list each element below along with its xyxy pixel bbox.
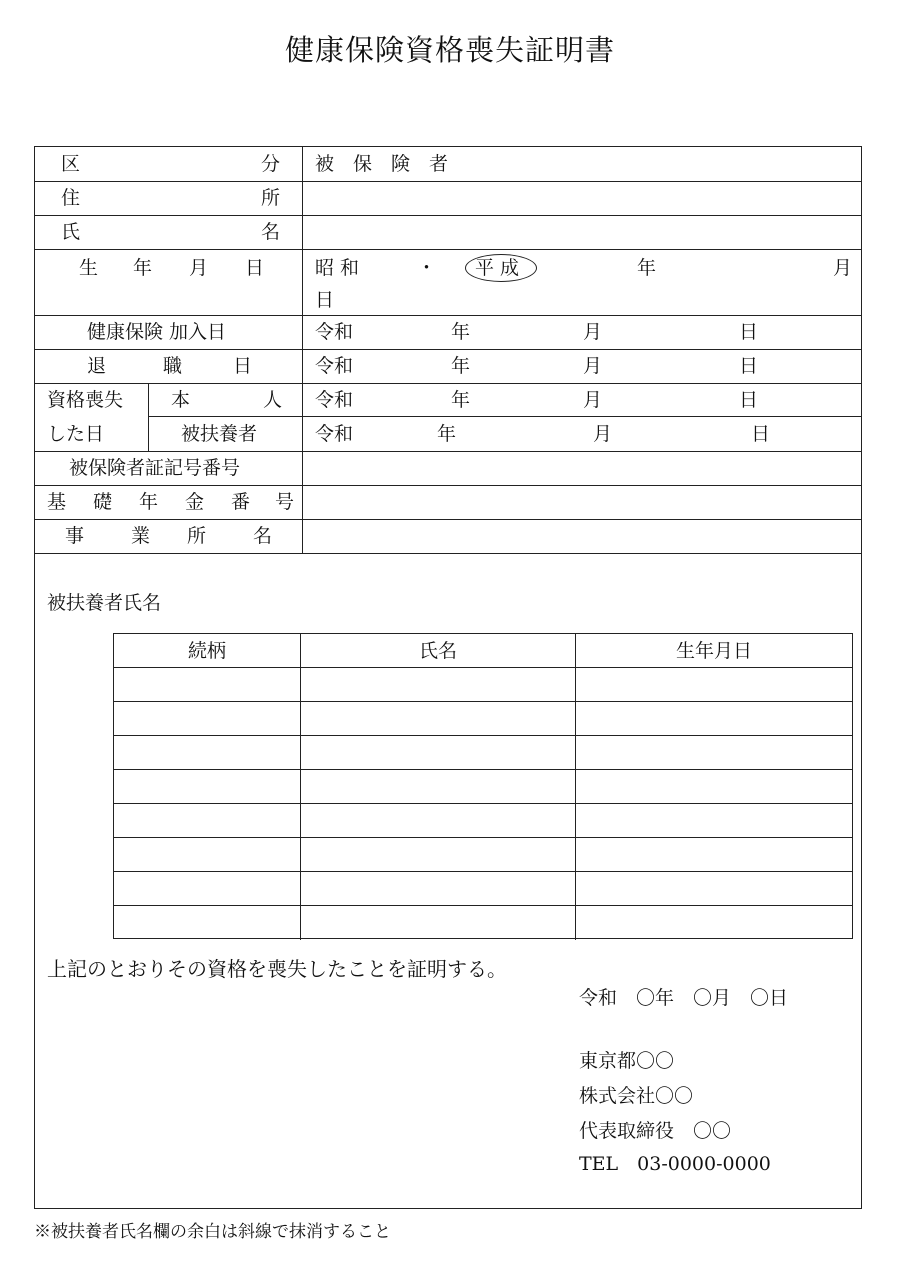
soshitsu-inner-divider xyxy=(148,416,302,417)
jigyosho-label xyxy=(35,519,303,553)
kiso-label-6: 号 xyxy=(275,491,295,513)
shoban-label xyxy=(35,451,303,485)
shimei-label-a: 氏 xyxy=(61,221,81,243)
kiso-label-4: 金 xyxy=(185,491,205,513)
era-showa: 昭 和 xyxy=(315,257,360,279)
honnin-era: 令和 xyxy=(315,389,354,411)
dependent-shimei-cell[interactable] xyxy=(301,838,576,871)
dependent-birthdate-cell[interactable] xyxy=(576,736,852,769)
dependent-birthdate-cell[interactable] xyxy=(576,804,852,837)
dependent-zokugara-cell[interactable] xyxy=(114,736,301,769)
jigyosho-label-2: 業 xyxy=(131,525,151,547)
dependent-zokugara-cell[interactable] xyxy=(114,770,301,803)
honnin-date-field[interactable] xyxy=(303,383,861,416)
fuyo-nen: 年 xyxy=(437,423,457,445)
dependent-row xyxy=(114,872,852,906)
birth-hi: 日 xyxy=(315,289,335,311)
kiso-label-3: 年 xyxy=(139,491,159,513)
taishoku-hi: 日 xyxy=(739,355,759,377)
company-address: 東京都〇〇 xyxy=(579,1050,675,1072)
shoban-label-text: 被保険者証記号番号 xyxy=(69,457,241,479)
kubun-value-text: 被 保 険 者 xyxy=(315,153,449,175)
dependents-table xyxy=(113,633,853,939)
birthdate-label xyxy=(35,249,303,315)
jusho-label-a: 住 xyxy=(61,187,81,209)
company-tel: TEL 03-0000-0000 xyxy=(579,1153,771,1175)
col-zokugara: 続柄 xyxy=(114,634,301,667)
soshitsu-group-label-2: した日 xyxy=(47,423,105,445)
shimei-label xyxy=(35,215,303,249)
shimei-field[interactable] xyxy=(303,215,861,249)
dependents-heading: 被扶養者氏名 xyxy=(47,592,162,614)
jusho-label-b: 所 xyxy=(261,187,281,209)
kubun-label-b: 分 xyxy=(261,153,281,175)
dependent-shimei-cell[interactable] xyxy=(301,906,576,940)
certificate-form xyxy=(34,146,862,1209)
birthdate-label-3: 月 xyxy=(189,257,209,279)
row-kanyu xyxy=(35,315,861,350)
kanyu-nen: 年 xyxy=(451,321,471,343)
dependent-zokugara-cell[interactable] xyxy=(114,804,301,837)
birthdate-label-2: 年 xyxy=(133,257,153,279)
shoban-field[interactable] xyxy=(303,451,861,485)
dependent-birthdate-cell[interactable] xyxy=(576,770,852,803)
kiso-label-5: 番 xyxy=(231,491,251,513)
taishoku-era: 令和 xyxy=(315,355,354,377)
honnin-nen: 年 xyxy=(451,389,471,411)
dependent-birthdate-cell[interactable] xyxy=(576,906,852,940)
dependent-zokugara-cell[interactable] xyxy=(114,838,301,871)
dependent-zokugara-cell[interactable] xyxy=(114,668,301,701)
fuyo-date-field[interactable] xyxy=(303,417,861,451)
birthdate-label-4: 日 xyxy=(245,257,265,279)
dependents-header-row xyxy=(114,634,852,668)
jigyosho-field[interactable] xyxy=(303,519,861,553)
birthdate-label-1: 生 xyxy=(79,257,99,279)
dependent-birthdate-cell[interactable] xyxy=(576,872,852,905)
birthdate-field[interactable] xyxy=(303,249,861,315)
soshitsu-group-label xyxy=(35,383,149,451)
dependent-row xyxy=(114,668,852,702)
dependent-shimei-cell[interactable] xyxy=(301,770,576,803)
soshitsu-field xyxy=(303,383,861,451)
jigyosho-label-3: 所 xyxy=(187,525,207,547)
footnote: ※被扶養者氏名欄の余白は斜線で抹消すること xyxy=(34,1222,391,1242)
taishoku-label xyxy=(35,349,303,383)
dependent-birthdate-cell[interactable] xyxy=(576,668,852,701)
dependent-zokugara-cell[interactable] xyxy=(114,906,301,940)
honnin-label-a: 本 xyxy=(171,389,191,411)
dependent-shimei-cell[interactable] xyxy=(301,872,576,905)
honnin-hi: 日 xyxy=(739,389,759,411)
kiso-field[interactable] xyxy=(303,485,861,519)
kubun-value[interactable] xyxy=(303,147,861,181)
shimei-label-b: 名 xyxy=(261,221,281,243)
row-soshitsu xyxy=(35,383,861,452)
kanyu-label xyxy=(35,315,303,349)
dependent-row xyxy=(114,736,852,770)
dependent-zokugara-cell[interactable] xyxy=(114,872,301,905)
taishoku-label-1: 退 xyxy=(87,355,107,377)
taishoku-field[interactable] xyxy=(303,349,861,383)
taishoku-tsuki: 月 xyxy=(583,355,603,377)
kanyu-tsuki: 月 xyxy=(583,321,603,343)
dependent-birthdate-cell[interactable] xyxy=(576,702,852,735)
kubun-label-a: 区 xyxy=(61,153,81,175)
kanyu-label-text: 健康保険 加入日 xyxy=(87,321,227,343)
jigyosho-label-1: 事 xyxy=(65,525,85,547)
era-separator: ・ xyxy=(417,257,437,279)
honnin-tsuki: 月 xyxy=(583,389,603,411)
dependent-shimei-cell[interactable] xyxy=(301,804,576,837)
dependent-row xyxy=(114,702,852,736)
dependent-row xyxy=(114,906,852,940)
era-heisei: 平 成 xyxy=(475,257,520,279)
dependent-zokugara-cell[interactable] xyxy=(114,702,301,735)
row-kubun xyxy=(35,147,861,182)
kiso-label-2: 礎 xyxy=(93,491,113,513)
dependent-row xyxy=(114,770,852,804)
row-birthdate xyxy=(35,249,861,316)
jusho-field[interactable] xyxy=(303,181,861,215)
birth-tsuki: 月 xyxy=(833,257,853,279)
certification-date: 令和 〇年 〇月 〇日 xyxy=(579,987,789,1009)
honnin-label-b: 人 xyxy=(263,389,283,411)
kanyu-hi: 日 xyxy=(739,321,759,343)
kanyu-era: 令和 xyxy=(315,321,354,343)
dependent-shimei-cell[interactable] xyxy=(301,702,576,735)
jigyosho-label-4: 名 xyxy=(253,525,273,547)
row-taishoku xyxy=(35,349,861,384)
taishoku-label-2: 職 xyxy=(163,355,183,377)
dependent-shimei-cell[interactable] xyxy=(301,736,576,769)
company-name: 株式会社〇〇 xyxy=(579,1085,694,1107)
row-jusho xyxy=(35,181,861,216)
row-jigyosho xyxy=(35,519,861,554)
birth-nen: 年 xyxy=(637,257,657,279)
fuyo-hi: 日 xyxy=(751,423,771,445)
dependent-row xyxy=(114,804,852,838)
dependent-shimei-cell[interactable] xyxy=(301,668,576,701)
document-title: 健康保険資格喪失証明書 xyxy=(284,33,615,67)
soshitsu-group-label-1: 資格喪失 xyxy=(47,389,124,411)
taishoku-label-3: 日 xyxy=(233,355,253,377)
kiso-label-1: 基 xyxy=(47,491,67,513)
row-kiso xyxy=(35,485,861,520)
soshitsu-label xyxy=(35,383,303,451)
fuyo-label: 被扶養者 xyxy=(181,423,258,445)
kanyu-field[interactable] xyxy=(303,315,861,349)
col-seinengappi: 生年月日 xyxy=(675,640,752,662)
row-shoban xyxy=(35,451,861,486)
kiso-label xyxy=(35,485,303,519)
row-shimei xyxy=(35,215,861,250)
taishoku-nen: 年 xyxy=(451,355,471,377)
certification-statement: 上記のとおりその資格を喪失したことを証明する。 xyxy=(47,957,507,981)
kubun-label xyxy=(35,147,303,181)
jusho-label xyxy=(35,181,303,215)
dependent-row xyxy=(114,838,852,872)
fuyo-era: 令和 xyxy=(315,423,354,445)
representative-name: 代表取締役 〇〇 xyxy=(579,1120,732,1142)
col-shimei: 氏名 xyxy=(301,634,576,667)
fuyo-tsuki: 月 xyxy=(593,423,613,445)
dependent-birthdate-cell[interactable] xyxy=(576,838,852,871)
